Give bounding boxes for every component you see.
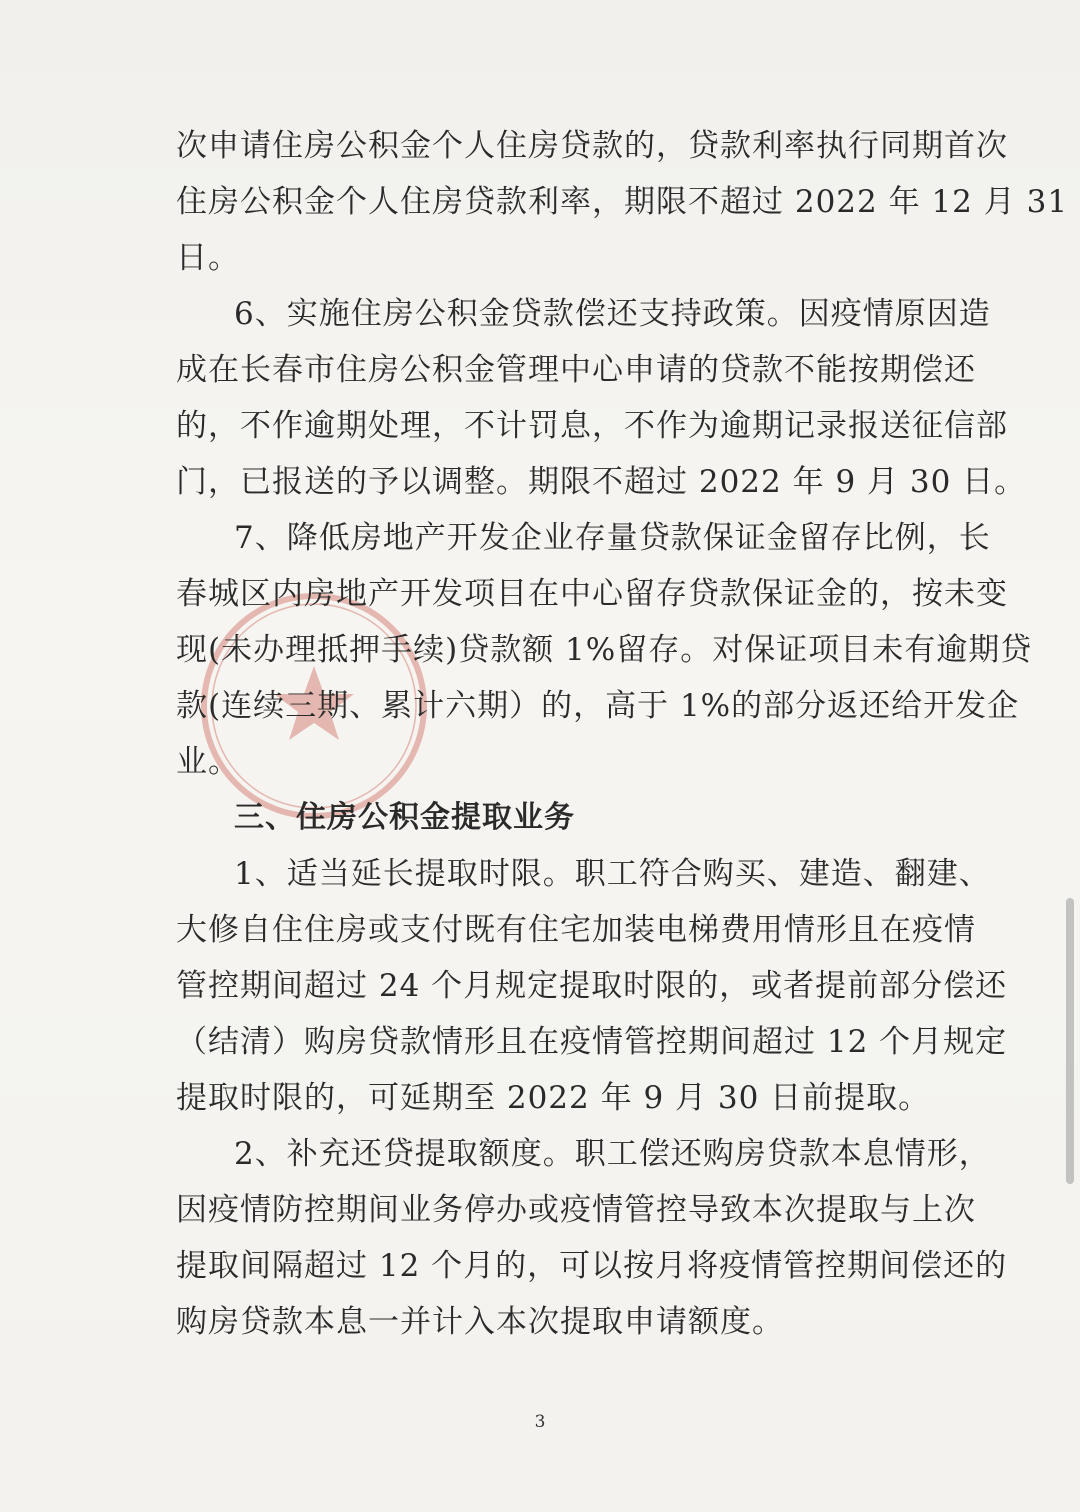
- text-line: 大修自住住房或支付既有住宅加装电梯费用情形且在疫情: [176, 912, 976, 948]
- text-line: 1、适当延长提取时限。职工符合购买、建造、翻建、: [234, 856, 991, 892]
- text-line: 因疫情防控期间业务停办或疫情管控导致本次提取与上次: [176, 1192, 976, 1228]
- text-line: 日。: [176, 240, 240, 276]
- text-line: 的，不作逾期处理，不计罚息，不作为逾期记录报送征信部: [176, 408, 1008, 444]
- text-line: 春城区内房地产开发项目在中心留存贷款保证金的，按未变: [176, 576, 1008, 612]
- text-line: 住房公积金个人住房贷款利率，期限不超过 2022 年 12 月 31: [176, 184, 1069, 220]
- text-line: 提取间隔超过 12 个月的，可以按月将疫情管控期间偿还的: [176, 1248, 1008, 1284]
- text-line: 款(连续三期、累计六期）的，高于 1%的部分返还给开发企: [176, 688, 1020, 724]
- scrollbar-thumb[interactable]: [1066, 898, 1074, 1184]
- page-number: 3: [534, 1412, 546, 1432]
- text-line: 管控期间超过 24 个月规定提取时限的，或者提前部分偿还: [176, 968, 1008, 1004]
- document-body: [176, 118, 1069, 1350]
- section-heading: 三、住房公积金提取业务: [234, 800, 575, 835]
- text-line: 成在长春市住房公积金管理中心申请的贷款不能按期偿还: [176, 352, 976, 388]
- text-line: 门，已报送的予以调整。期限不超过 2022 年 9 月 30 日。: [176, 464, 1027, 500]
- text-line: 现(未办理抵押手续)贷款额 1%留存。对保证项目未有逾期贷: [176, 632, 1033, 668]
- text-line: （结清）购房贷款情形且在疫情管控期间超过 12 个月规定: [176, 1024, 1008, 1060]
- text-line: 业。: [176, 744, 240, 780]
- text-line: 购房贷款本息一并计入本次提取申请额度。: [176, 1304, 784, 1340]
- text-line: 2、补充还贷提取额度。职工偿还购房贷款本息情形，: [234, 1136, 991, 1172]
- text-line: 6、实施住房公积金贷款偿还支持政策。因疫情原因造: [234, 296, 991, 332]
- text-line: 7、降低房地产开发企业存量贷款保证金留存比例，长: [234, 520, 991, 556]
- text-line: 次申请住房公积金个人住房贷款的，贷款利率执行同期首次: [176, 128, 1008, 164]
- text-line: 提取时限的，可延期至 2022 年 9 月 30 日前提取。: [176, 1080, 931, 1116]
